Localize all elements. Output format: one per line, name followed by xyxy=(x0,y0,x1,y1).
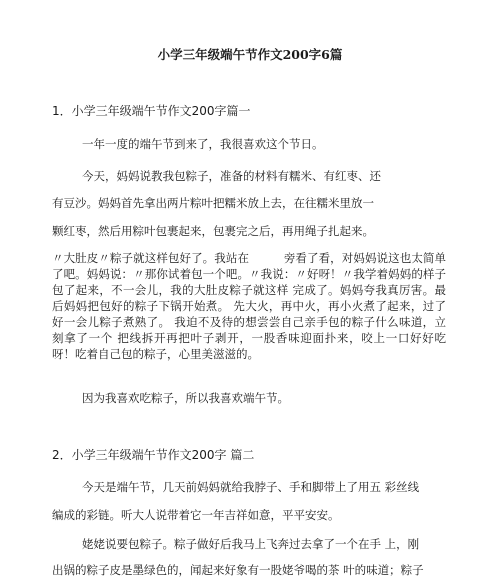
paragraph-line: 姥姥说要包粽子。粽子做好后我马上飞奔过去拿了一个在手 上，刚 xyxy=(82,537,420,551)
paragraph-line: 有豆沙。妈妈首先拿出两片粽叶把糯米放上去，在往糯米里放一 xyxy=(52,196,374,210)
paragraph-line: 今天是端午节，几天前妈妈就给我脖子、手和脚带上了用五 彩丝线 xyxy=(82,480,420,494)
document-title: 小学三年级端午节作文200字6篇 xyxy=(157,47,343,62)
paragraph-line: 因为我喜欢吃粽子，所以我喜欢端午节。 xyxy=(82,391,289,405)
paragraph-line: 颗红枣，然后用粽叶包裹起来，包裹完之后，再用绳子扎起来。 xyxy=(52,224,374,238)
paragraph-line: 出锅的粽子皮是墨绿色的，闻起来好象有一股姥爷喝的茶 叶的味道；粽子 xyxy=(52,563,424,577)
section-2-heading: 2．小学三年级端午节作文200字 篇二 xyxy=(52,448,255,462)
paragraph-line: 今天，妈妈说教我包粽子，准备的材料有糯米、有红枣、还 xyxy=(82,169,381,183)
section-1-heading: 1．小学三年级端午节作文200字篇一 xyxy=(52,104,251,118)
paragraph-line: 一年一度的端午节到来了，我很喜欢这个节日。 xyxy=(82,137,324,151)
paragraph-block: 〃大肚皮〃粽子就这样包好了。我站在 旁看了看，对妈妈说这也太简单了吧。妈妈说：〃那你试着包一个吧。〃我说：〃好呀！〃我学着妈妈的样子包了起来，不一会儿，我的大肚皮粽子就这样 完成了。妈妈夸我真厉害。最后妈妈把包好的粽子下锅开始煮。 先大火，再中火，再小火煮了起来，过了好一会儿粽子煮熟了。 我迫不及待的想尝尝自己亲手包的粽子什么味道，立刻拿了一个 把线拆开再把叶子剥开，一股香味迎面扑来，咬上一口好好吃呀！吃着自己包的粽子，心里美滋滋的。 xyxy=(52,251,446,361)
paragraph-line: 编成的彩链。听大人说带着它一年吉祥如意，平平安安。 xyxy=(52,508,340,522)
